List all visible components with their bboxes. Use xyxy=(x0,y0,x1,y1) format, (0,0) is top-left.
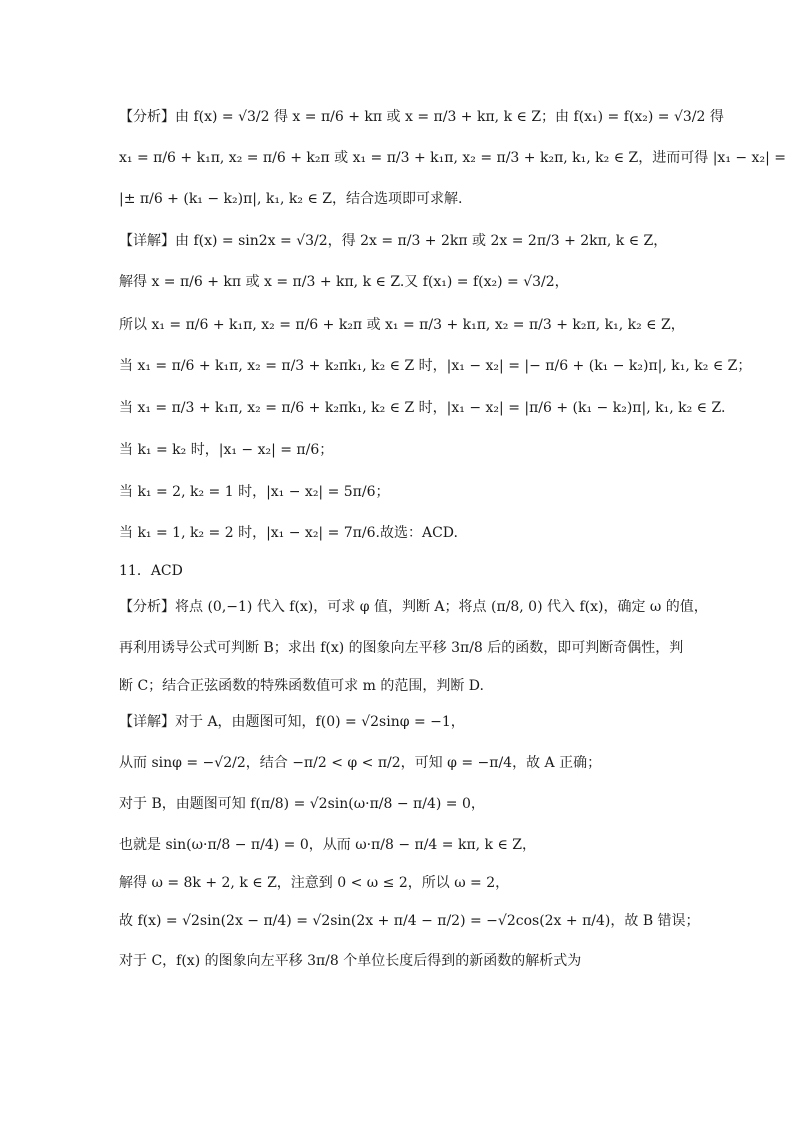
detail-line-8: 当 k₁ = 1, k₂ = 2 时，|x₁ − x₂| = 7π/6.故选：ACD. xyxy=(119,525,458,541)
detail2-line-3: 对于 B，由题图可知 f(π/8) = √2sin(ω·π/8 − π/4) = 0， xyxy=(119,796,485,812)
detail-line-4: 当 x₁ = π/6 + k₁π, x₂ = π/3 + k₂πk₁, k₂ ∈ Z 时，|x₁ − x₂| = |− π/6 + (k₁ − k₂)π|, k₁, k₂ ∈ Z； xyxy=(119,358,752,374)
analysis-line-2: x₁ = π/6 + k₁π, x₂ = π/6 + k₂π 或 x₁ = π/3 + k₁π, x₂ = π/3 + k₂π, k₁, k₂ ∈ Z，进而可得 |x₁ − x₂| = xyxy=(119,150,786,166)
detail2-line-5: 解得 ω = 8k + 2, k ∈ Z，注意到 0 < ω ≤ 2，所以 ω = 2， xyxy=(119,875,510,891)
detail2-line-4: 也就是 sin(ω·π/8 − π/4) = 0，从而 ω·π/8 − π/4 = kπ, k ∈ Z， xyxy=(119,837,537,853)
analysis-line-1: 【分析】由 f(x) = √3/2 得 x = π/6 + kπ 或 x = π/3 + kπ, k ∈ Z；由 f(x₁) = f(x₂) = √3/2 得 xyxy=(119,109,724,125)
detail-line-7: 当 k₁ = 2, k₂ = 1 时，|x₁ − x₂| = 5π/6； xyxy=(119,484,390,500)
detail-line-6: 当 k₁ = k₂ 时，|x₁ − x₂| = π/6； xyxy=(119,442,334,458)
analysis2-line-3: 断 C；结合正弦函数的特殊函数值可求 m 的范围，判断 D. xyxy=(119,678,484,694)
detail2-line-6: 故 f(x) = √2sin(2x − π/4) = √2sin(2x + π/4 − π/2) = −√2cos(2x + π/4)，故 B 错误； xyxy=(119,913,700,929)
answer-heading: 11．ACD xyxy=(119,563,183,579)
detail-line-5: 当 x₁ = π/3 + k₁π, x₂ = π/6 + k₂πk₁, k₂ ∈ Z 时，|x₁ − x₂| = |π/6 + (k₁ − k₂)π|, k₁, k₂ ∈ Z. xyxy=(119,400,726,416)
detail-line-1: 【详解】由 f(x) = sin2x = √3/2，得 2x = π/3 + 2kπ 或 2x = 2π/3 + 2kπ, k ∈ Z， xyxy=(119,233,668,249)
detail2-line-7: 对于 C，f(x) 的图象向左平移 3π/8 个单位长度后得到的新函数的解析式为 xyxy=(119,953,582,969)
analysis2-line-2: 再利用诱导公式可判断 B；求出 f(x) 的图象向左平移 3π/8 后的函数，即可判断奇偶性，判 xyxy=(119,640,684,656)
detail2-line-2: 从而 sinφ = −√2/2，结合 −π/2 < φ < π/2，可知 φ = −π/4，故 A 正确； xyxy=(119,755,602,771)
detail-line-3: 所以 x₁ = π/6 + k₁π, x₂ = π/6 + k₂π 或 x₁ = π/3 + k₁π, x₂ = π/3 + k₂π, k₁, k₂ ∈ Z， xyxy=(119,317,685,333)
detail2-line-1: 【详解】对于 A，由题图可知，f(0) = √2sinφ = −1， xyxy=(119,714,465,730)
detail-line-2: 解得 x = π/6 + kπ 或 x = π/3 + kπ, k ∈ Z.又 f(x₁) = f(x₂) = √3/2， xyxy=(119,274,569,290)
analysis2-line-1: 【分析】将点 (0,−1) 代入 f(x)，可求 φ 值，判断 A；将点 (π/8, 0) 代入 f(x)，确定 ω 的值， xyxy=(119,599,708,615)
analysis-line-3: |± π/6 + (k₁ − k₂)π|, k₁, k₂ ∈ Z，结合选项即可求解. xyxy=(119,191,463,207)
